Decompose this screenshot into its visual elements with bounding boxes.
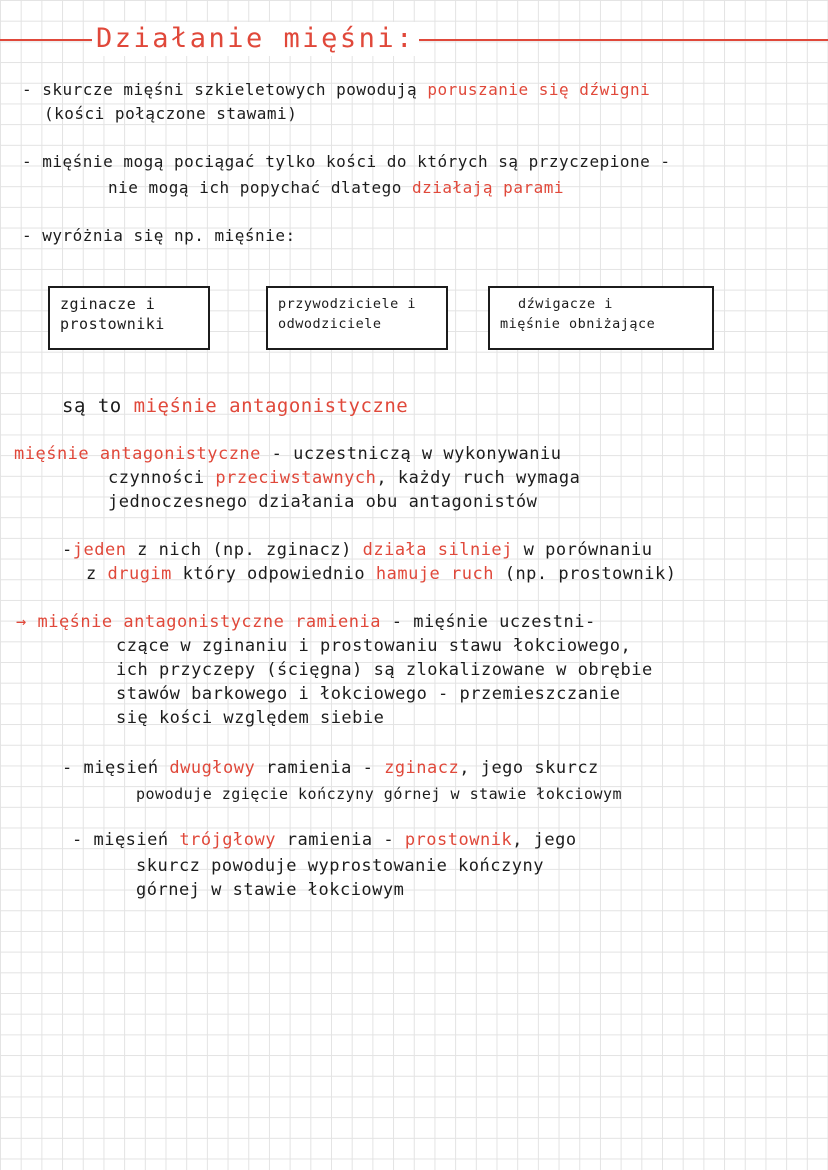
triceps-line-3: górnej w stawie łokciowym <box>136 880 405 900</box>
text: są to <box>62 395 134 417</box>
text: - uczestniczą w wykonywaniu <box>260 444 562 464</box>
box-line: mięśnie obniżające <box>500 316 656 332</box>
title-rule-left <box>0 39 100 41</box>
definition-line-3: jednoczesnego działania obu antagonistów <box>108 492 538 512</box>
text: z <box>86 564 108 584</box>
triceps-line-1 <box>72 830 577 850</box>
highlight: → mięśnie antagonistyczne ramienia <box>16 612 381 632</box>
highlight: działa silniej <box>362 540 513 560</box>
box-line: zginacze i <box>60 295 156 313</box>
antagonists-statement <box>62 394 408 418</box>
arm-line-3: ich przyczepy (ścięgna) są zlokalizowane w obrębie <box>116 660 653 680</box>
bullet-3-line-1: - wyróżnia się np. mięśnie: <box>22 226 296 245</box>
sub-line-1 <box>62 540 652 560</box>
biceps-line-1 <box>62 758 599 778</box>
text: (np. prostownik) <box>493 564 677 584</box>
text: - mięśnie uczestni- <box>381 612 596 632</box>
title-header <box>0 22 828 56</box>
highlight: jeden <box>72 540 127 560</box>
definition-line-1 <box>14 444 561 464</box>
text: czynności <box>108 468 216 488</box>
bullet-2-line-2 <box>108 178 564 198</box>
text: ramienia - <box>255 758 385 778</box>
biceps-line-2: powoduje zgięcie kończyny górnej w stawie łokciowym <box>136 785 623 803</box>
sub-line-2 <box>86 564 676 584</box>
highlight: przeciwstawnych <box>215 468 377 488</box>
box-adductors-abductors <box>266 286 448 350</box>
text: , jego skurcz <box>459 758 599 778</box>
page-title: Działanie mięśni: <box>92 22 419 56</box>
box-levators-depressors <box>488 286 714 350</box>
title-rule-right <box>360 39 828 41</box>
highlight: mięśnie antagonistyczne <box>133 395 409 417</box>
arm-line-2: czące w zginaniu i prostowaniu stawu łokciowego, <box>116 636 632 656</box>
bullet-1-line-2: (kości połączone stawami) <box>44 104 298 123</box>
text: nie mogą ich popychać dlatego <box>108 178 412 197</box>
bullet-1-line-1 <box>22 80 650 100</box>
highlight: drugim <box>107 564 172 584</box>
text: który odpowiednio <box>171 564 376 584</box>
arm-line-5: się kości względem siebie <box>116 708 385 728</box>
triceps-line-2: skurcz powoduje wyprostowanie kończyny <box>136 856 544 876</box>
highlight: mięśnie antagonistyczne <box>14 444 261 464</box>
box-line: odwodziciele <box>278 316 382 332</box>
text: - mięsień <box>72 830 180 850</box>
definition-line-2 <box>108 468 580 488</box>
box-flexors-extensors <box>48 286 210 350</box>
text: - skurcze mięśni szkieletowych powodują <box>22 80 428 99</box>
text: - mięsień <box>62 758 170 778</box>
text: ramienia - <box>275 830 405 850</box>
highlight: dwugłowy <box>169 758 256 778</box>
text: , każdy ruch wymaga <box>376 468 581 488</box>
highlight: działają parami <box>411 178 564 197</box>
bullet-2-line-1: - mięśnie mogą pociągać tylko kości do których są przyczepione - <box>22 152 671 171</box>
highlight: hamuje ruch <box>375 564 494 584</box>
highlight: zginacz <box>384 758 460 778</box>
highlight: trójgłowy <box>179 830 276 850</box>
text: w porównaniu <box>512 540 653 560</box>
box-line: dźwigacze i <box>518 296 613 312</box>
highlight: prostownik <box>404 830 513 850</box>
text: - <box>62 540 73 560</box>
box-line: prostowniki <box>60 315 165 333</box>
box-line: przywodziciele i <box>278 296 417 312</box>
arm-line-1 <box>16 612 596 632</box>
highlight: poruszanie się dźwigni <box>427 80 651 99</box>
text: , jego <box>512 830 577 850</box>
text: z nich (np. zginacz) <box>126 540 363 560</box>
arm-line-4: stawów barkowego i łokciowego - przemieszczanie <box>116 684 621 704</box>
